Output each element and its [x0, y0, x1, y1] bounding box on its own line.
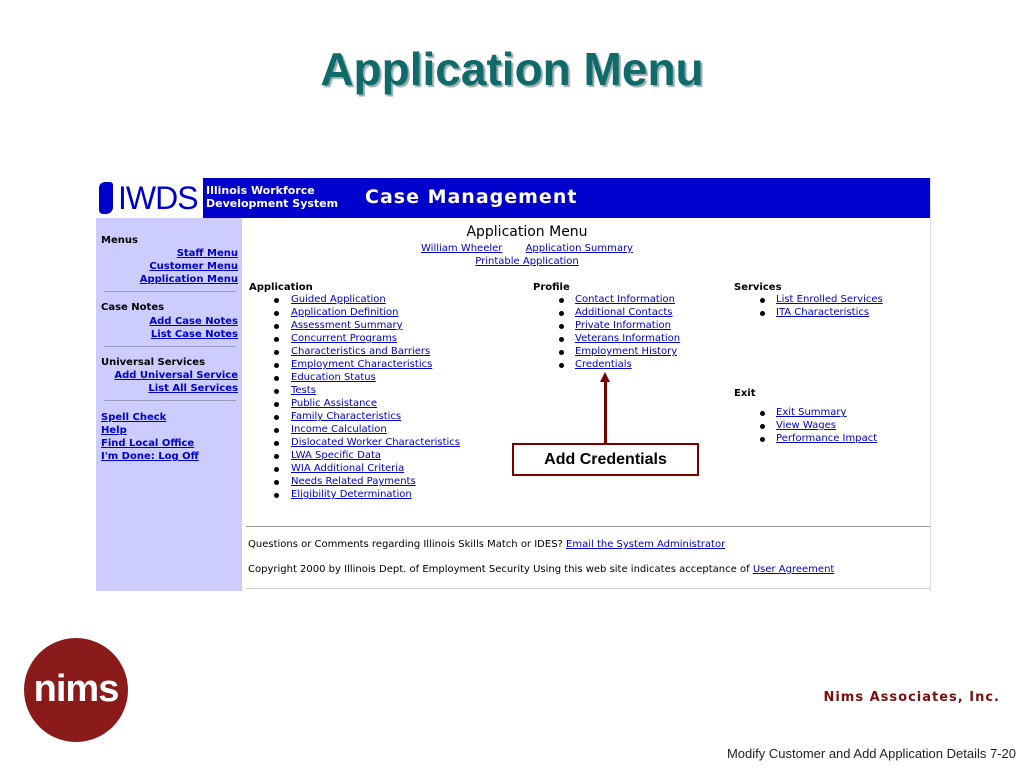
bullet-icon: [559, 324, 564, 329]
sidebar: [96, 218, 242, 591]
sidebar-link-log-off[interactable]: I'm Done: Log Off: [101, 451, 199, 462]
sidebar-link-customer-menu[interactable]: Customer Menu: [149, 261, 238, 272]
bullet-icon: [274, 298, 279, 303]
profile-item-private-information[interactable]: Private Information: [575, 320, 671, 331]
application-item-education-status[interactable]: Education Status: [291, 372, 376, 383]
page-heading: Application Menu: [466, 224, 588, 240]
application-item-employment-characteristics[interactable]: Employment Characteristics: [291, 359, 433, 370]
exit-item-performance-impact[interactable]: Performance Impact: [776, 433, 878, 444]
nims-logo-text: nims: [33, 668, 119, 710]
bullet-icon: [760, 311, 765, 316]
copyright-text: Copyright 2000 by Illinois Dept. of Employment Security Using this web site indicates acceptance of: [248, 564, 750, 575]
email-admin-link[interactable]: Email the System Administrator: [566, 539, 726, 550]
bullet-icon: [274, 415, 279, 420]
bullet-icon: [274, 428, 279, 433]
questions-line: [248, 539, 725, 550]
sidebar-link-list-case-notes[interactable]: List Case Notes: [150, 329, 238, 340]
application-item-lwa-specific-data[interactable]: LWA Specific Data: [291, 450, 381, 461]
footer-divider: [246, 526, 930, 527]
bullet-icon: [274, 441, 279, 446]
bullet-icon: [760, 411, 765, 416]
bullet-icon: [559, 363, 564, 368]
exit-item-exit-summary[interactable]: Exit Summary: [776, 407, 847, 418]
agency-line2: Development System: [206, 197, 339, 210]
bullet-icon: [274, 389, 279, 394]
user-agreement-link[interactable]: User Agreement: [752, 564, 835, 575]
application-heading: Application: [249, 282, 313, 293]
exit-heading: Exit: [734, 388, 756, 399]
printable-links: [242, 256, 812, 267]
bullet-icon: [559, 311, 564, 316]
sidebar-link-application-menu[interactable]: Application Menu: [139, 274, 238, 285]
sidebar-divider: [104, 291, 236, 292]
sidebar-link-find-local-office[interactable]: Find Local Office: [101, 438, 195, 449]
printable-application-link[interactable]: Printable Application: [475, 256, 579, 267]
sidebar-divider: [104, 400, 236, 401]
sidebar-heading-menus: Menus: [101, 235, 138, 246]
bullet-icon: [559, 337, 564, 342]
bullet-icon: [274, 363, 279, 368]
main-content: [242, 218, 930, 591]
slide-title: Application Menu: [320, 43, 704, 95]
iwds-logo-text: IWDS: [118, 180, 198, 216]
sidebar-link-list-all-services[interactable]: List All Services: [148, 383, 238, 394]
application-item-income-calculation[interactable]: Income Calculation: [291, 424, 387, 435]
bullet-icon: [274, 324, 279, 329]
bullet-icon: [760, 437, 765, 442]
application-item-needs-related-payments[interactable]: Needs Related Payments: [291, 476, 416, 487]
app-banner: [96, 178, 930, 218]
services-item-list-enrolled-services[interactable]: List Enrolled Services: [776, 294, 883, 305]
bullet-icon: [559, 350, 564, 355]
application-item-assessment-summary[interactable]: Assessment Summary: [291, 320, 403, 331]
sidebar-link-add-universal-service[interactable]: Add Universal Service: [114, 370, 238, 381]
application-item-public-assistance[interactable]: Public Assistance: [291, 398, 378, 409]
bullet-icon: [274, 454, 279, 459]
application-item-concurrent-programs[interactable]: Concurrent Programs: [291, 333, 398, 344]
sidebar-link-add-case-notes[interactable]: Add Case Notes: [149, 316, 238, 327]
company-name: Nims Associates, Inc.: [823, 690, 1000, 705]
sidebar-heading-universal-services: Universal Services: [101, 357, 206, 368]
bullet-icon: [559, 298, 564, 303]
agency-name: [206, 184, 338, 210]
services-heading: Services: [734, 282, 782, 293]
iwds-logo: [96, 178, 203, 218]
profile-item-additional-contacts[interactable]: Additional Contacts: [575, 307, 673, 318]
profile-item-employment-history[interactable]: Employment History: [575, 346, 678, 357]
application-summary-link[interactable]: Application Summary: [525, 243, 633, 254]
slide-footer: Modify Customer and Add Application Details 7-20: [726, 746, 1016, 761]
footer-bottom-divider: [246, 588, 930, 589]
bullet-icon: [274, 376, 279, 381]
services-item-ita-characteristics[interactable]: ITA Characteristics: [776, 307, 870, 318]
bullet-icon: [274, 480, 279, 485]
callout-add-credentials: Add Credentials: [512, 443, 699, 476]
bullet-icon: [274, 402, 279, 407]
customer-links: [242, 243, 812, 254]
sidebar-heading-case-notes: Case Notes: [101, 302, 165, 313]
bullet-icon: [274, 337, 279, 342]
profile-item-veterans-information[interactable]: Veterans Information: [575, 333, 681, 344]
application-item-characteristics-barriers[interactable]: Characteristics and Barriers: [291, 346, 431, 357]
callout-line: [604, 380, 607, 444]
application-item-dislocated-worker[interactable]: Dislocated Worker Characteristics: [291, 437, 460, 448]
bullet-icon: [274, 350, 279, 355]
copyright-line: [248, 564, 834, 575]
sidebar-link-spell-check[interactable]: Spell Check: [101, 412, 167, 423]
exit-item-view-wages[interactable]: View Wages: [776, 420, 836, 431]
bullet-icon: [274, 467, 279, 472]
application-item-eligibility-determination[interactable]: Eligibility Determination: [291, 489, 412, 500]
agency-line1: Illinois Workforce: [206, 184, 315, 197]
application-item-tests[interactable]: Tests: [291, 385, 316, 396]
sidebar-link-staff-menu[interactable]: Staff Menu: [176, 248, 238, 259]
profile-item-credentials[interactable]: Credentials: [575, 359, 632, 370]
profile-heading: Profile: [533, 282, 570, 293]
sidebar-divider: [104, 346, 236, 347]
questions-text: Questions or Comments regarding Illinois Skills Match or IDES?: [248, 539, 563, 550]
bullet-icon: [274, 311, 279, 316]
banner-title: Case Management: [365, 186, 578, 208]
bullet-icon: [760, 424, 765, 429]
bullet-icon: [274, 493, 279, 498]
sidebar-link-help[interactable]: Help: [101, 425, 127, 436]
application-item-guided-application[interactable]: Guided Application: [291, 294, 386, 305]
application-item-family-characteristics[interactable]: Family Characteristics: [291, 411, 402, 422]
illinois-state-icon: [99, 182, 113, 214]
application-item-wia-additional-criteria[interactable]: WIA Additional Criteria: [291, 463, 405, 474]
application-item-application-definition[interactable]: Application Definition: [291, 307, 399, 318]
profile-item-contact-information[interactable]: Contact Information: [575, 294, 675, 305]
iwds-screenshot: [96, 178, 931, 591]
customer-name-link[interactable]: William Wheeler: [421, 243, 503, 254]
bullet-icon: [760, 298, 765, 303]
